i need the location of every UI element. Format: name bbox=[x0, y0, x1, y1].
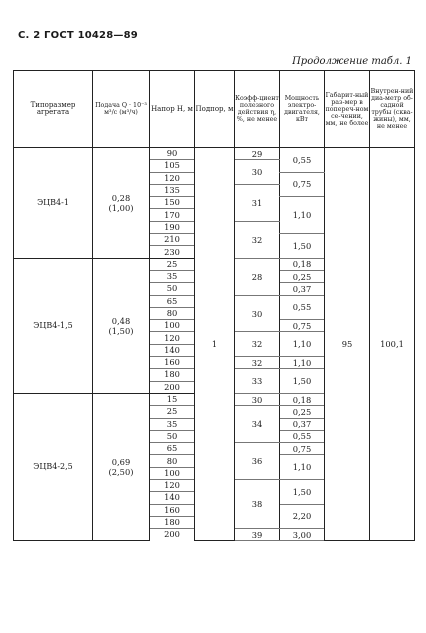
head-value: 25 bbox=[150, 258, 195, 270]
head-value: 65 bbox=[150, 443, 195, 455]
flow-value: 0,28 bbox=[111, 192, 131, 203]
agg-type: ЭЦВ4-2,5 bbox=[14, 393, 93, 540]
power-value: 0,25 bbox=[280, 270, 325, 282]
head-value: 190 bbox=[150, 221, 195, 233]
head-value: 50 bbox=[150, 283, 195, 295]
head-value: 65 bbox=[150, 295, 195, 307]
power-value: 0,75 bbox=[280, 320, 325, 332]
head-value: 90 bbox=[150, 148, 195, 160]
power-value: 1,10 bbox=[280, 455, 325, 480]
head-value: 35 bbox=[150, 270, 195, 282]
table-header-row bbox=[14, 71, 415, 148]
power-value: 3,00 bbox=[280, 529, 325, 541]
efficiency-value: 32 bbox=[235, 221, 280, 258]
head-value: 25 bbox=[150, 406, 195, 418]
agg-type: ЭЦВ4-1 bbox=[14, 148, 93, 259]
power-value: 0,37 bbox=[280, 283, 325, 295]
agg-type: ЭЦВ4-1,5 bbox=[14, 258, 93, 393]
efficiency-value: 30 bbox=[235, 295, 280, 332]
col-header-head: Напор H, м bbox=[150, 71, 195, 148]
head-value: 120 bbox=[150, 172, 195, 184]
efficiency-value: 38 bbox=[235, 480, 280, 529]
head-value: 210 bbox=[150, 234, 195, 246]
page-header: С. 2 ГОСТ 10428—89 bbox=[18, 30, 138, 41]
head-value: 160 bbox=[150, 357, 195, 369]
head-value: 35 bbox=[150, 418, 195, 430]
table-continuation-label: Продолжение табл. 1 bbox=[292, 56, 412, 67]
power-value: 1,10 bbox=[280, 357, 325, 369]
power-value: 1,10 bbox=[280, 332, 325, 357]
power-value: 0,75 bbox=[280, 172, 325, 197]
efficiency-value: 39 bbox=[235, 529, 280, 541]
flow-hourly: (1,00) bbox=[108, 202, 134, 213]
power-value: 1,50 bbox=[280, 480, 325, 505]
flow-hourly: (2,50) bbox=[108, 466, 134, 477]
head-value: 15 bbox=[150, 393, 195, 405]
power-value: 0,18 bbox=[280, 393, 325, 405]
efficiency-value: 32 bbox=[235, 357, 280, 369]
table-body bbox=[14, 148, 415, 541]
diameter-value: 100,1 bbox=[370, 148, 415, 541]
head-value: 120 bbox=[150, 332, 195, 344]
power-value: 0,25 bbox=[280, 406, 325, 418]
head-value: 150 bbox=[150, 197, 195, 209]
efficiency-value: 28 bbox=[235, 258, 280, 295]
col-header-diameter: Внутрен-ний диа-метр об-садной трубы (сква-жины), мм, не менее bbox=[370, 71, 415, 148]
power-value: 1,10 bbox=[280, 197, 325, 234]
col-header-power: Мощность электро-двигателя, кВт bbox=[280, 71, 325, 148]
head-value: 105 bbox=[150, 160, 195, 172]
head-value: 80 bbox=[150, 307, 195, 319]
head-value: 180 bbox=[150, 516, 195, 528]
col-header-type: Типоразмер агрегата bbox=[14, 71, 93, 148]
power-value: 1,50 bbox=[280, 234, 325, 259]
power-value: 2,20 bbox=[280, 504, 325, 529]
head-value: 120 bbox=[150, 480, 195, 492]
head-value: 140 bbox=[150, 492, 195, 504]
col-header-dimension: Габарит-ный раз-мер в попереч-ном се-чении, мм, не более bbox=[325, 71, 370, 148]
head-value: 100 bbox=[150, 320, 195, 332]
head-value: 160 bbox=[150, 504, 195, 516]
head-value: 80 bbox=[150, 455, 195, 467]
power-value: 0,55 bbox=[280, 295, 325, 320]
efficiency-value: 32 bbox=[235, 332, 280, 357]
head-value: 140 bbox=[150, 344, 195, 356]
flow-cell bbox=[93, 258, 150, 393]
power-value: 1,50 bbox=[280, 369, 325, 394]
efficiency-value: 30 bbox=[235, 160, 280, 185]
flow-value: 0,69 bbox=[111, 456, 131, 467]
head-value: 170 bbox=[150, 209, 195, 221]
power-value: 0,55 bbox=[280, 148, 325, 173]
efficiency-value: 29 bbox=[235, 148, 280, 160]
efficiency-value: 33 bbox=[235, 369, 280, 394]
head-value: 180 bbox=[150, 369, 195, 381]
head-value: 200 bbox=[150, 529, 195, 541]
flow-value: 0,48 bbox=[111, 315, 131, 326]
power-value: 0,55 bbox=[280, 430, 325, 442]
head-value: 230 bbox=[150, 246, 195, 258]
col-header-support: Подпор, м bbox=[195, 71, 235, 148]
head-value: 200 bbox=[150, 381, 195, 393]
col-header-flow: Подача Q · 10⁻³ м³/с (м³/ч) bbox=[93, 71, 150, 148]
dimension-value: 95 bbox=[325, 148, 370, 541]
efficiency-value: 30 bbox=[235, 393, 280, 405]
efficiency-value: 34 bbox=[235, 406, 280, 443]
head-value: 100 bbox=[150, 467, 195, 479]
efficiency-value: 36 bbox=[235, 443, 280, 480]
power-value: 0,18 bbox=[280, 258, 325, 270]
power-value: 0,75 bbox=[280, 443, 325, 455]
flow-cell bbox=[93, 393, 150, 540]
support-value: 1 bbox=[195, 148, 235, 541]
efficiency-value: 31 bbox=[235, 184, 280, 221]
table-row bbox=[14, 148, 415, 160]
power-value: 0,37 bbox=[280, 418, 325, 430]
head-value: 135 bbox=[150, 184, 195, 196]
pump-specs-table bbox=[13, 70, 415, 541]
col-header-efficiency: Коэфф-циент полезного действия η, %, не менее bbox=[235, 71, 280, 148]
head-value: 50 bbox=[150, 430, 195, 442]
flow-cell bbox=[93, 148, 150, 259]
flow-hourly: (1,50) bbox=[108, 325, 134, 336]
